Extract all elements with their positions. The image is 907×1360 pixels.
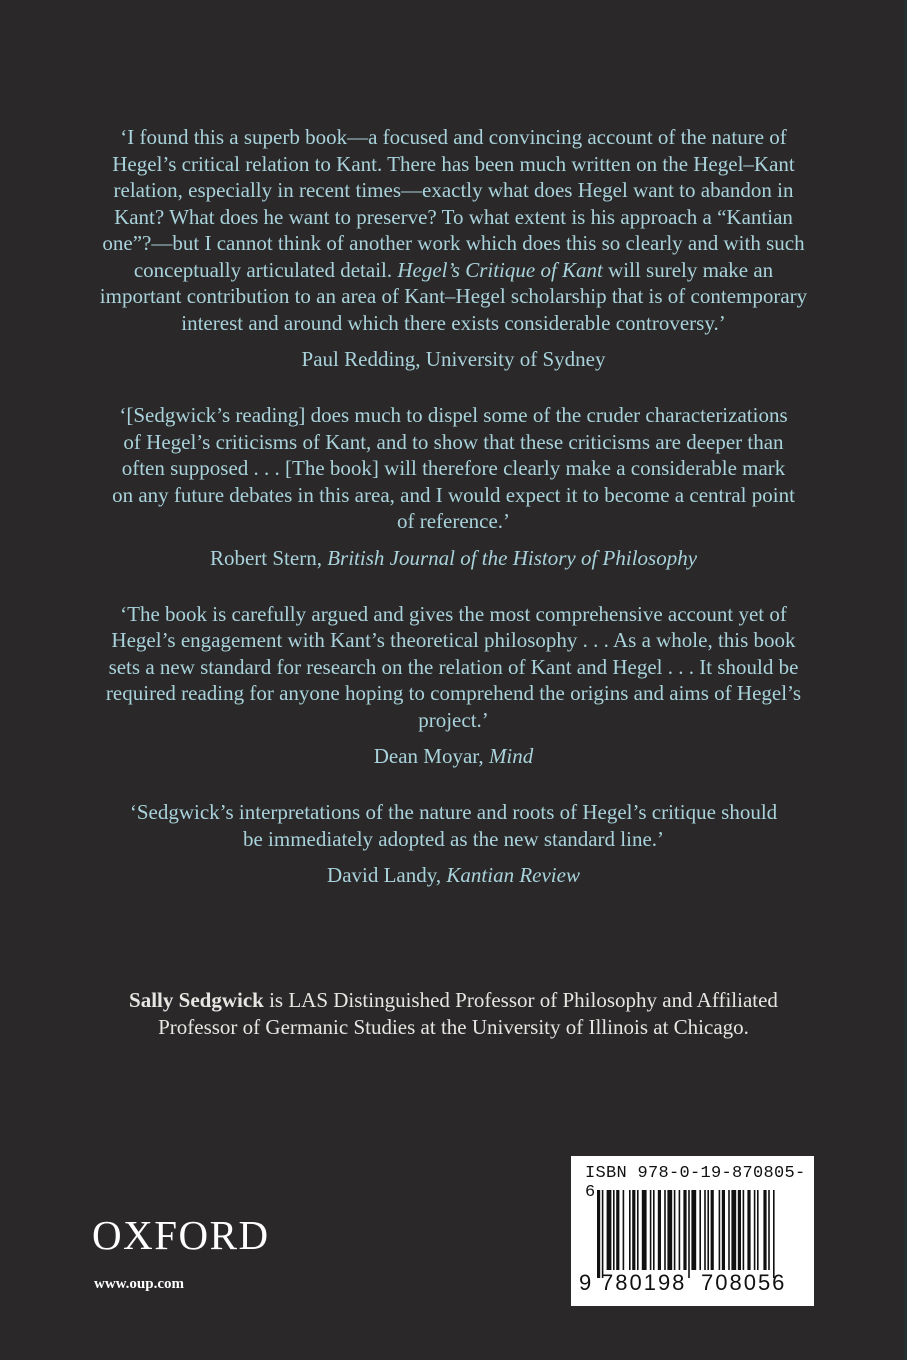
barcode-bar xyxy=(637,1190,639,1270)
author-name: Sally Sedgwick xyxy=(129,988,264,1012)
review-attribution: Paul Redding, University of Sydney xyxy=(301,347,606,371)
barcode-bar xyxy=(754,1190,756,1270)
barcode-bar xyxy=(623,1190,625,1270)
review-4 xyxy=(90,799,817,888)
review-attribution: David Landy, Kantian Review xyxy=(327,863,580,887)
barcode-bar xyxy=(658,1190,661,1270)
barcode-bar xyxy=(667,1190,672,1270)
review-2 xyxy=(90,402,817,571)
barcode-bar xyxy=(664,1190,666,1270)
review-attribution: Dean Moyar, Mind xyxy=(373,744,534,768)
barcode-bar xyxy=(613,1190,615,1270)
barcode-group-2: 708056 xyxy=(701,1270,787,1295)
barcode-bar xyxy=(688,1190,690,1278)
barcode-bar xyxy=(768,1190,770,1270)
barcode-bar xyxy=(699,1190,701,1270)
barcode-first-digit: 9 xyxy=(579,1270,592,1295)
review-quote: ‘I found this a superb book—a focused and convincing account of the nature of Hegel’s critical relation to Kant. There has been much written on the Hegel–Kant relation, especially in recent times—exactly what does Hegel want to abandon in Kant? What does he want to preserve? To what extent is his approach a “Kantian one”?—but I cannot think of another work which does this so clearly and with such conceptually articulated detail. Hegel’s Critique of Kant will surely make an important contribution to an area of Kant–Hegel scholarship that is of contemporary interest and around which there exists considerable controversy.’ xyxy=(99,125,808,335)
barcode-bar xyxy=(707,1190,709,1270)
publisher-logo: OXFORD xyxy=(92,1212,270,1258)
barcode-bar xyxy=(679,1190,681,1270)
publisher-url: www.oup.com xyxy=(94,1276,185,1292)
reviews-section xyxy=(90,124,817,916)
barcode-bar xyxy=(602,1190,604,1278)
review-quote: ‘[Sedgwick’s reading] does much to dispel some of the cruder characterizations of Hegel’s criticisms of Kant, and to show that these criticisms are deeper than often supposed . . . [The book] will therefore clearly make a considerable mark on any future debates in this area, and I would expect it to become a central point of reference.’ xyxy=(112,403,795,533)
isbn-label: ISBN 978-0-19-870805-6 xyxy=(585,1164,806,1202)
barcode-bar xyxy=(642,1190,647,1270)
barcode-bar xyxy=(743,1190,745,1270)
isbn-barcode xyxy=(571,1156,814,1306)
barcode-bar xyxy=(653,1190,655,1270)
barcode-bar xyxy=(757,1190,759,1270)
barcode-bar xyxy=(691,1190,696,1270)
barcode-bar xyxy=(616,1190,619,1270)
barcode-bar xyxy=(731,1190,736,1270)
review-quote: ‘The book is carefully argued and gives the most comprehensive account yet of Hegel’s engagement with Kant’s theoretical philosophy . . . As a whole, this book sets a new standard for research on the relation of Kant and Hegel . . . It should be required reading for anyone hoping to comprehend the origins and aims of Hegel’s project.’ xyxy=(105,601,802,732)
barcode-bar xyxy=(747,1190,750,1270)
barcode-bar xyxy=(704,1190,706,1270)
barcode-bar xyxy=(632,1190,635,1270)
review-3 xyxy=(90,601,817,770)
barcode-bar xyxy=(719,1190,721,1270)
barcode-bar xyxy=(711,1190,714,1270)
review-quote: ‘Sedgwick’s interpretations of the nature and roots of Hegel’s critique should be immediately adopted as the new standard line.’ xyxy=(129,800,778,851)
barcode-bar xyxy=(738,1190,741,1270)
barcode-bar xyxy=(722,1190,725,1270)
barcode-bar xyxy=(597,1190,600,1278)
barcode-bar xyxy=(674,1190,676,1270)
barcode-bar xyxy=(607,1190,612,1270)
barcode-bar xyxy=(683,1190,686,1270)
review-attribution: Robert Stern, British Journal of the History of Philosophy xyxy=(209,545,698,570)
barcode-bar xyxy=(728,1190,730,1270)
barcode-bar xyxy=(629,1190,631,1270)
barcode-group-1: 780198 xyxy=(601,1270,687,1295)
barcode-bar xyxy=(773,1190,775,1278)
author-bio xyxy=(100,987,807,1041)
author-bio-text: is LAS Distinguished Professor of Philosophy and Affiliated Professor of Germanic Studies at the University of Illinois at Chicago. xyxy=(158,988,778,1039)
review-1 xyxy=(90,124,817,372)
barcode-bar xyxy=(650,1190,652,1270)
book-title-italic: Hegel’s Critique of Kant xyxy=(397,257,603,282)
barcode-bar xyxy=(763,1190,766,1270)
